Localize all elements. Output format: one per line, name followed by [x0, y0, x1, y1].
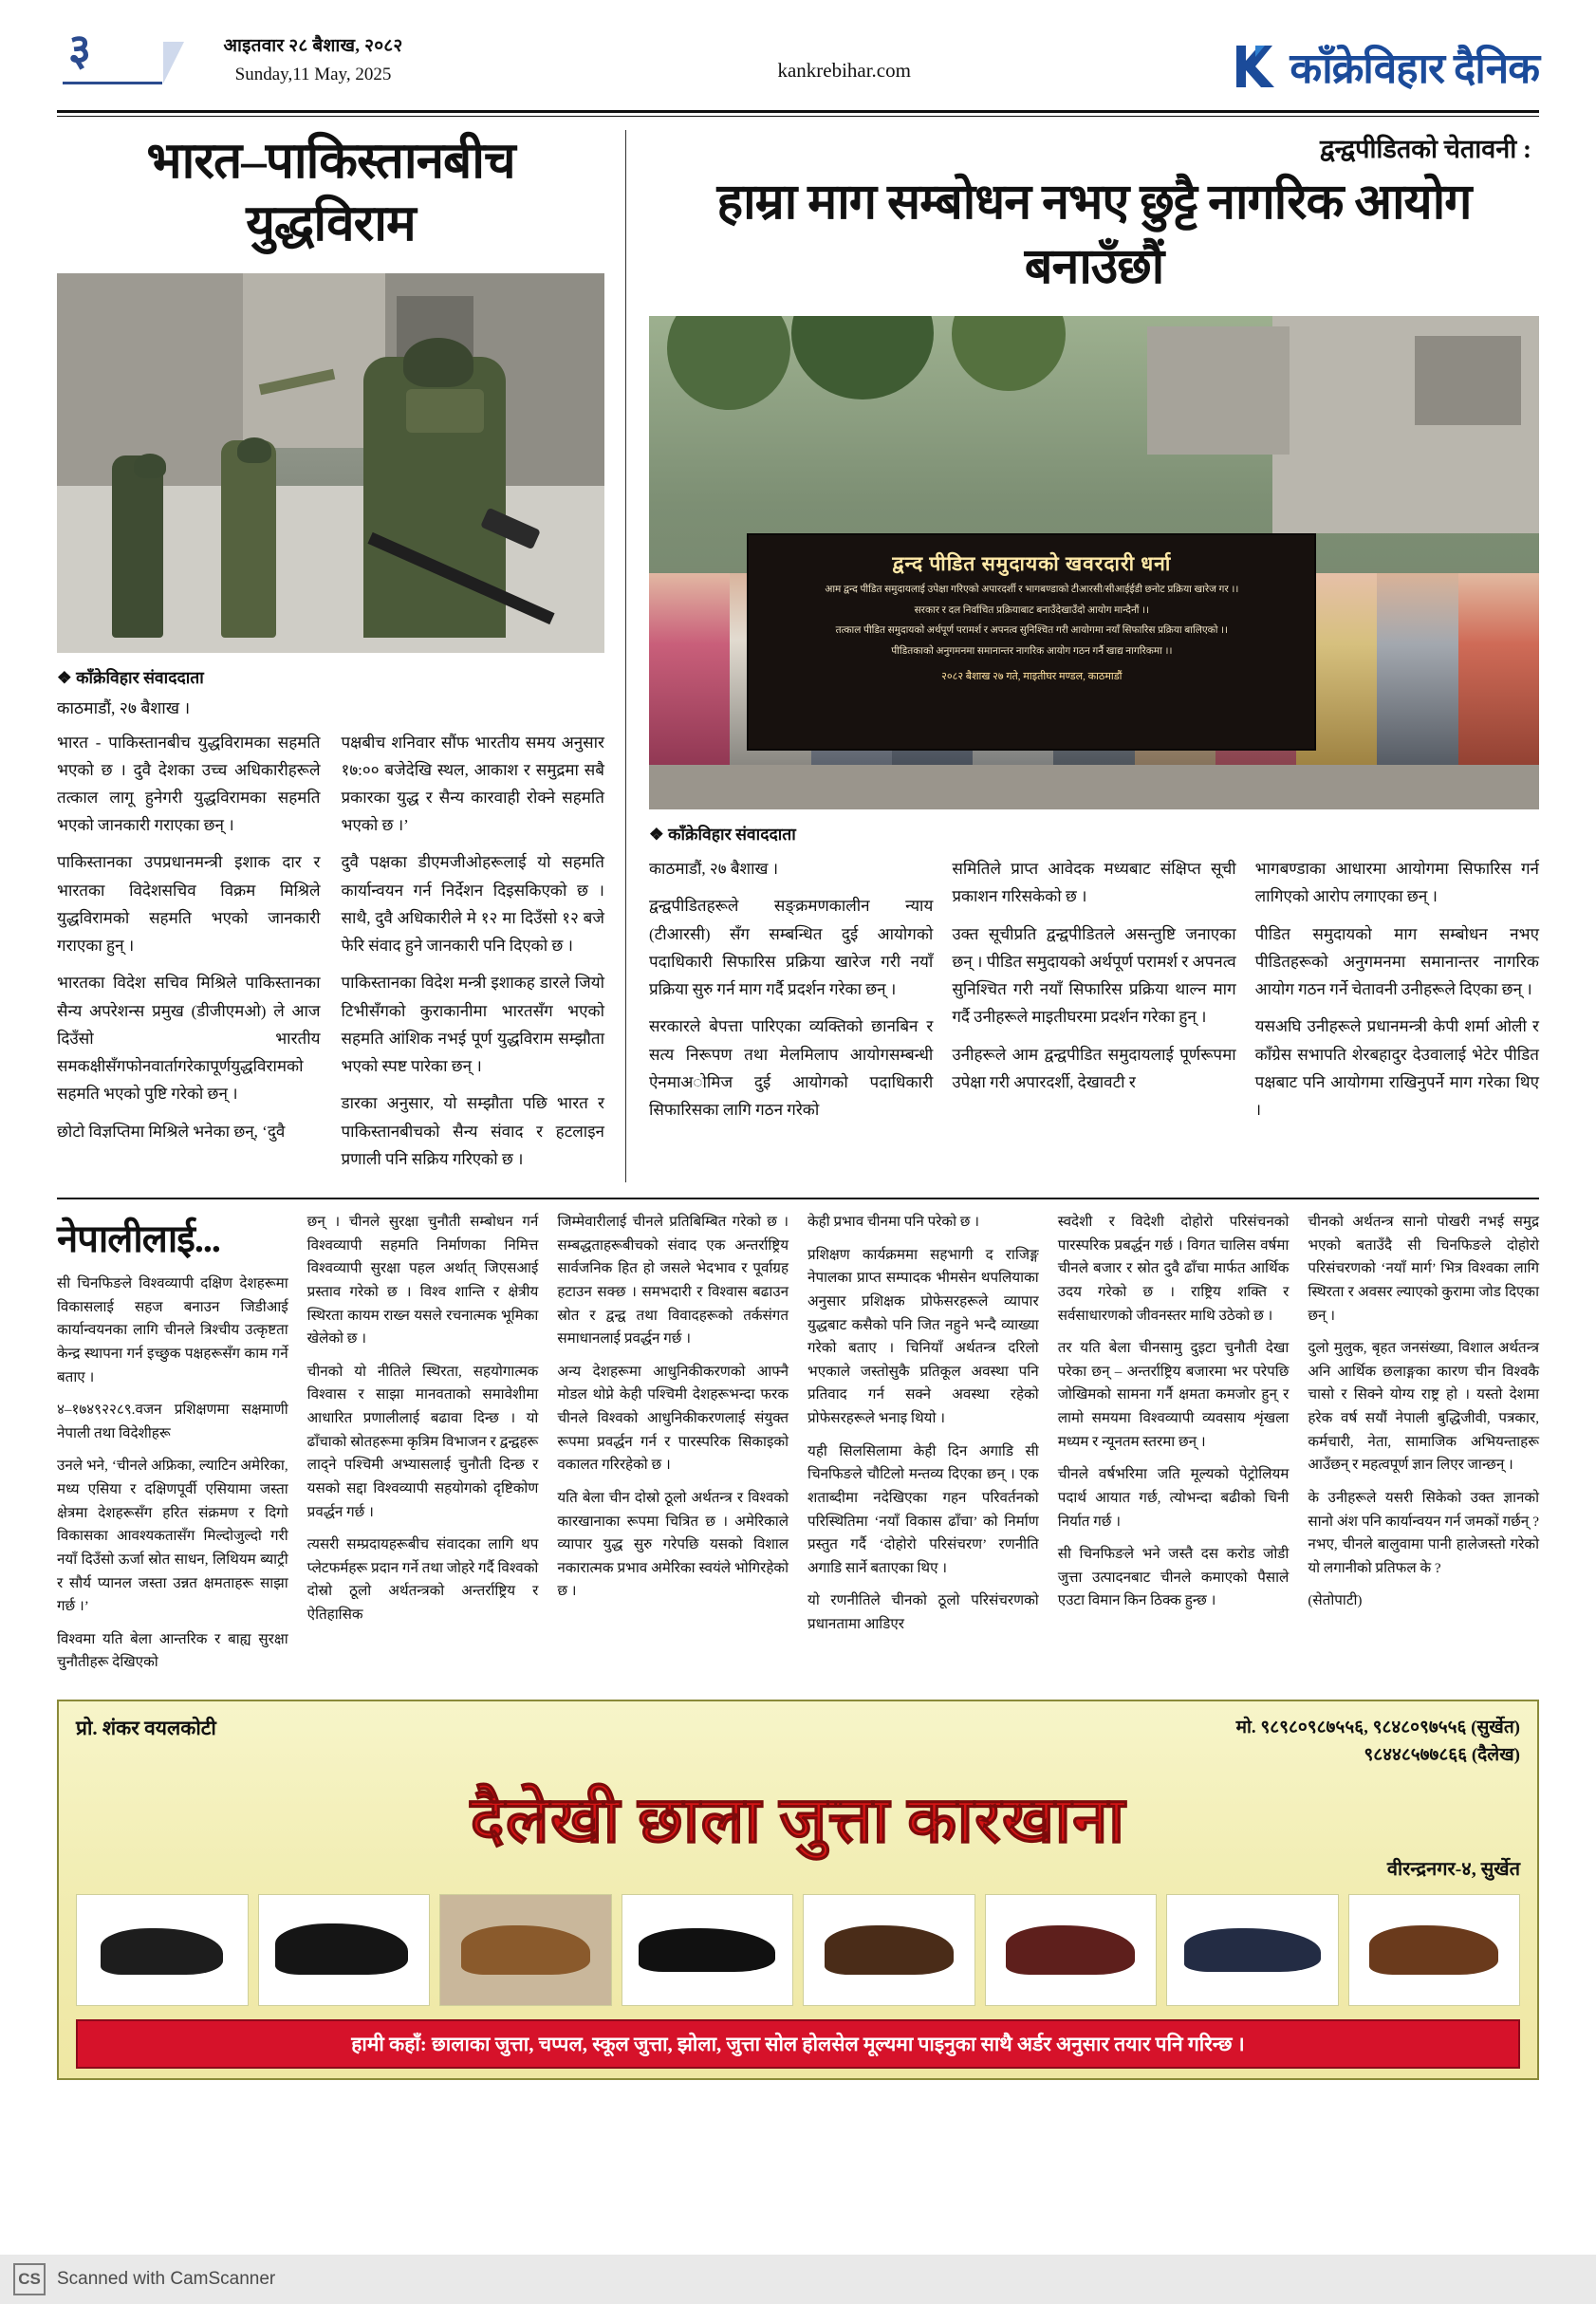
masthead-divider [57, 110, 1539, 113]
date-english: Sunday,11 May, 2025 [234, 65, 392, 84]
protest-banner [747, 533, 1316, 751]
product-image-black-derby-shoe[interactable] [76, 1894, 249, 2006]
date-nepali: आइतवार २८ बैशाख, २०८२ [223, 36, 403, 56]
page-number-triangle-icon [163, 42, 184, 84]
website-url[interactable]: kankrebihar.com [777, 59, 911, 82]
banner-line-1: आम द्वन्द पीडित समुदायलाई उपेक्षा गरिएको अपारदर्शी र भागबण्डाको टीआरसी/सीआईईडी छनोट प्रक्रिया खारेज गर ।। [825, 584, 1239, 595]
ad-proprietor: प्रो. शंकर वयलकोटी [76, 1717, 216, 1740]
left-story-place: काठमाडौं, २७ बैशाख । [57, 697, 191, 717]
banner-footer: २०८२ बैशाख २७ गते, माइतीघर मण्डल, काठमाडौं [941, 670, 1123, 682]
mid-story-col5: स्वदेशी र विदेशी दोहोरो परिसंचनको पारस्परिक प्रबर्द्धन गर्छ । विगत चालिस वर्षमा चीनले बजार र स्रोत दुवै ढाँचा मार्फत आर्थिक उदय गरेको छ । राष्ट्रिय शक्ति र सर्वसाधारणको जीवनस्तर माथि उठेको छ । तर यति बेला चीनसामु दुइटा चुनौती देखा परेका छन् – अन्तर्राष्ट्रिय बजारमा भर परेपछि जोखिमको सामना गर्नै क्षमता कमजोर हुन् र लामो समयमा विश्वव्यापी व्यवसाय शृंखला मध्यम र न्यूनतम स्तरमा छन् । चीनले वर्षभरिमा जति मूल्यको पेट्रोलियम पदार्थ आयात गर्छ, त्योभन्दा बढीको चिनी निर्यात गर्छ । सी चिनफिङले भने जस्तै दस करोड जोडी जुत्ता उत्पादनबाट चीनले कमाएको पैसाले एउटा विमान किन ठिक्क हुन्छ । [1057, 1214, 1290, 1609]
banner-line-4: पीडितकाको अनुगमनमा समानान्तर नागरिक आयोग गठन गर्नै खाद्य नागरिकमा ।। [891, 646, 1173, 658]
ad-product-gallery [76, 1894, 1520, 2006]
ad-footer-strip: हामी कहाँ: छालाका जुत्ता, चप्पल, स्कूल जुत्ता, झोला, जुत्ता सोल होलसेल मूल्यमा पाइनुका साथै अर्डर अनुसार तयार पनि गरिन्छ । [76, 2019, 1520, 2069]
right-story-byline: ❖ काँक्रेविहार संवाददाता [649, 825, 796, 845]
top-section [57, 130, 1539, 1182]
ad-header [76, 1715, 1520, 1769]
left-story-headline: भारत–पाकिस्तानबीच युद्धविराम [146, 134, 515, 252]
product-image-black-oxford-shoe[interactable] [258, 1894, 431, 2006]
product-image-brown-leather-shoe[interactable] [1348, 1894, 1521, 2006]
right-story-col1: काठमाडौं, २७ बैशाख । द्वन्द्वपीडितहरूले सङ्क्रमणकालीन न्याय (टीआरसी) सँग सम्बन्धित दुई आयोगको पदाधिकारी सिफारिस प्रक्रिया खारेज गरी नयाँ प्रक्रिया सुरु गर्न माग गर्दै प्रदर्शन गरेका छन् । सरकारले बेपत्ता पारिएका व्यक्तिको छानबिन र सत्य निरूपण तथा मेलमिलाप आयोगसम्बन्धी ऐनमाअोमिज दुई आयोगको पदाधिकारी सिफारिसका लागि गठन गरेको [649, 855, 933, 1133]
paper-name: काँक्रेविहार दैनिक [1290, 46, 1539, 92]
banner-line-3: तत्काल पीडित समुदायको अर्थपूर्ण परामर्श र अपनत्व सुनिश्चित गरी आयोगमा नयाँ सिफारिस प्रक्रिया बालिएको ।। [835, 625, 1228, 637]
product-image-navy-sneaker-shoe[interactable] [1166, 1894, 1339, 2006]
left-story-byline: ❖ काँक्रेविहार संवाददाता [57, 667, 204, 687]
paper-brand [1233, 28, 1539, 95]
banner-line-2: सरकार र दल निर्वाचित प्रक्रियाबाट बनाउँदेखाउँदो आयोग मान्दैनौं ।। [914, 604, 1150, 616]
right-story-col2: समितिले प्राप्त आवेदक मध्यबाट संक्षिप्त सूची प्रकाशन गरिसकेको छ । उक्त सूचीप्रति द्वन्द्वपीडितले असन्तुष्टि जनाएका छन् । पीडित समुदायको अर्थपूर्ण परामर्श र अपनत्व सुनिश्चित गरी नयाँ सिफारिस प्रक्रिया थाल्न माग गर्दै उनीहरूले माइतीघरमा प्रदर्शन गरेका हुन् । उनीहरूले आम द्वन्द्वपीडित समुदायलाई पूर्णरूपमा उपेक्षा गरी अपारदर्शी, देखावटी र [952, 860, 1236, 1091]
mid-story-col2: छन् । चीनले सुरक्षा चुनौती सम्बोधन गर्न विश्वव्यापी सहमति निर्माणका निमित्त विश्वव्यापी सुरक्षा पहल अर्थात् जिएसआई प्रस्ताव गरेको छ । विश्व शान्ति र क्षेत्रीय स्थिरता कायम राख्न यसले रचनात्मक भूमिका खेलेको छ । चीनको यो नीतिले स्थिरता, सहयोगात्मक विश्वास र साझा मानवताको समावेशीमा आधारित प्रणालीलाई बढावा दिन्छ । यो ढाँचाको स्रोतहरूमा कृत्रिम विभाजन र द्वन्द्वहरू लाद्ने पश्चिमी अभ्यासलाई चुनौती दिन्छ र यसको सद्दा विश्वव्यापी सहयोगको दृष्टिकोण प्रवर्द्धन गर्छ । त्यसरी सम्प्रदायहरूबीच संवादका लागि थप प्लेटफर्महरू प्रदान गर्ने तथा जोहरे गर्दै विश्वको दोस्रो ठूलो अर्थतन्त्रको अन्तर्राष्ट्रिय र ऐतिहासिक [306, 1214, 539, 1624]
mid-story-col4: केही प्रभाव चीनमा पनि परेको छ । प्रशिक्षण कार्यक्रममा सहभागी द राजिङ्ग नेपालका प्राप्त सम्पादक भीमसेन थपलियाका अनुसार प्रशिक्षक प्रोफेसरहरूले व्यापार युद्धबाट कसैको पनि जित नहुने भन्दै व्याख्या गरेको बताए । चिनियाँ अर्थतन्त्र दरिलो भएकाले जस्तोसुकै प्रतिकूल अवस्था पनि प्रतिवाद गर्न सक्ने अवस्था रहेको प्रोफेसरहरूले भनाइ थियो । यही सिलसिलामा केही दिन अगाडि सी चिनफिङले चौटिलो मन्तव्य दिएका छन् । एक शताब्दीमा नदेखिएका गहन परिवर्तनको परिस्थितिमा ‘नयाँ विकास ढाँचा’ को निर्माण प्रस्तुत गर्दै ‘दोहोरो परिसंचरण’ रणनीति अगाडि सार्ने बताएका थिए । यो रणनीतिले चीनको ठूलो परिसंचरणको प्रधानतामा आडिएर [807, 1214, 1039, 1633]
product-image-maroon-loafer-shoe[interactable] [985, 1894, 1158, 2006]
camscanner-text: Scanned with CamScanner [57, 2269, 276, 2289]
ad-address: वीरन्द्रनगर-४, सुर्खेत [1386, 1859, 1520, 1881]
date-block [171, 28, 455, 85]
left-story-col2: पक्षबीच शनिवार सौंफ भारतीय समय अनुसार १७:०० बजेदेखि स्थल, आकाश र समुद्रमा सबै प्रकारका युद्ध र सैन्य कारवाही रोक्ने सहमति भएको छ ।’ दुवै पक्षका डीएमजीओहरूलाई यो सहमति कार्यान्वयन गर्न निर्देशन दिइसकिएको छ । साथै, दुवै अधिकारीले मे १२ मा दिउँसो १२ बजे फेरि संवाद हुने जानकारी पनि दिएको छ । पाकिस्तानका विदेश मन्त्री इशाकह डारले जियो टिभीसँगको कुराकानीमा भारतसँग भएको सहमति आंशिक नभई पूर्ण युद्धविराम सम्झौता भएको स्पष्ट पारेका छन् । डारका अनुसार, यो सम्झौता पछि भारत र पाकिस्तानबीचको सैन्य संवाद र हटलाइन प्रणाली पनि सक्रिय गरिएको छ । [341, 733, 604, 1168]
advertisement[interactable] [57, 1700, 1539, 2080]
left-story-photo [57, 273, 604, 653]
mid-story-col3: जिम्मेवारीलाई चीनले प्रतिबिम्बित गरेको छ । सम्बद्धताहरूबीचको संवाद एक अन्तर्राष्ट्रिय सार्वजनिक हित हो जसले भेदभाव र पूर्वाग्रह हटाउन सक्छ । समभदारी र विश्वास बढाउन स्रोत र द्वन्द्व तथा विवादहरूको तर्कसंगत समाधानलाई प्रवर्द्धन गर्छ । अन्य देशहरूमा आधुनिकीकरणको आफ्नै मोडल थोप्ने केही पश्चिमी देशहरूभन्दा फरक चीनले विश्वको आधुनिकीकरणलाई संयुक्त रूपमा प्रवर्द्धन गर्न र पारस्परिक सिकाइको वकालत गरिरहेको छ । यति बेला चीन दोस्रो ठूलो अर्थतन्त्र र विश्वको कारखानाका रूपमा चित्रित छ । अमेरिकाले व्यापार युद्ध सुरु गरेपछि यसको विशाल नकारात्मक प्रभाव अमेरिका स्वयंले भोगिरहेको छ । [557, 1214, 789, 1600]
ad-phone-line-1: मो. ९८९८०९८७५५६, ९८४८०९७५५६ (सुर्खेत) [1235, 1718, 1520, 1738]
camscanner-footer [0, 2255, 1596, 2304]
ad-phone-numbers [1236, 1715, 1520, 1769]
page-number-block [57, 28, 171, 84]
k-logo-icon [1233, 42, 1276, 91]
right-story-headline: हाम्रा माग सम्बोधन नभए छुट्टै नागरिक आयोग बनाउँछौं [716, 176, 1472, 294]
left-story [57, 130, 626, 1182]
masthead-divider-thin [57, 116, 1539, 117]
right-story-kicker: द्वन्द्वपीडितको चेतावनी : [1320, 135, 1531, 163]
right-story-photo [649, 316, 1539, 809]
page-number-rule [63, 82, 162, 84]
mid-story-headline: नेपालीलाई... [57, 1217, 220, 1261]
product-image-brown-monk-shoe[interactable] [803, 1894, 975, 2006]
mid-section [57, 1211, 1539, 1684]
camscanner-logo-icon: CS [13, 2263, 46, 2295]
mid-story-col1: नेपालीलाई... सी चिनफिङले विश्वव्यापी दक्षिण देशहरूमा विकासलाई सहज बनाउन जिडीआई कार्यान्वयनका लागि चीनले त्रिश्चीय उत्कृष्टता केन्द्र स्थापना गर्न इच्छुक पक्षहरूसँग काम गर्ने बताए । ४–१७४९२२८९.वजन प्रशिक्षणमा सक्षमाणी नेपाली तथा विदेशीहरू उनले भने, ‘चीनले अफ्रिका, ल्याटिन अमेरिका, मध्य एसिया र दक्षिणपूर्वी एसियामा जस्ता क्षेत्रमा देशहरूसँग हरित संक्रमण र दिगो विकासका आवश्यकतासँग मिल्दोजुल्दो गरी नयाँ दिउँसो ऊर्जा स्रोत साधन, लिथियम ब्याट्री र सौर्य प्यानल जस्ता उन्नत क्षमताहरू साझा गर्छ ।’ विश्वमा यति बेला आन्तरिक र बाह्य सुरक्षा चुनौतीहरू देखिएको [57, 1211, 288, 1684]
right-story-columns [649, 855, 1539, 1133]
banner-title: द्वन्द पीडित समुदायको खवरदारी धर्ना [892, 551, 1172, 575]
product-image-black-formal-shoe[interactable] [622, 1894, 794, 2006]
masthead [57, 0, 1539, 104]
page-number: ३ [68, 26, 91, 74]
right-story-place: काठमाडौं, २७ बैशाख । [649, 860, 779, 879]
left-story-col1: भारत - पाकिस्तानबीच युद्धविरामका सहमति भएको छ । दुवै देशका उच्च अधिकारीहरूले तत्काल लागू हुनेगरी युद्धविरामका सहमति भएको जानकारी गराएका छन् । पाकिस्तानका उपप्रधानमन्त्री इशाक दार र भारतका विदेशसचिव विक्रम मिश्रिले युद्धविरामको सहमति भएको जानकारी गराएका हुन् । भारतका विदेश सचिव मिश्रिले पाकिस्तानका सैन्य अपरेशन्स प्रमुख (डीजीएमओ) ले आज दिउँसो भारतीय समकक्षीसँगफोनवार्तागरेकापूर्णयुद्धविरामको सहमति भएको पुष्टि गरेको छन् । छोटो विज्ञप्तिमा मिश्रिले भनेका छन्, ‘दुवै [57, 733, 321, 1141]
left-story-columns [57, 729, 604, 1183]
ad-phone-line-2: ९८४४८५७७८६६ (दैलेख) [1364, 1744, 1520, 1765]
mid-story-col6: चीनको अर्थतन्त्र सानो पोखरी नभई समुद्र भएको बताउँदै सी चिनफिङले दोहोरो परिसंचरणको ‘नयाँ मार्ग’ भित्र विश्वका लागि स्थिरता र अवसर ल्याएको कुरामा जोड दिएका छन् । दुलो मुलुक, बृहत जनसंख्या, विशाल अर्थतन्त्र अनि आर्थिक छलाङ्गका कारण चीन विश्वकै चासो र सिक्ने योग्य राष्ट्र हो । यस्तो देशमा हरेक वर्ष सयौं नेपाली बुद्धिजीवी, पत्रकार, कर्मचारी, नेता, सामाजिक अभियन्ताहरू आउँछन् र महत्वपूर्ण ज्ञान लिएर जान्छन् । के उनीहरूले यसरी सिकेको उक्त ज्ञानको सानो अंश पनि कार्यान्वयन गर्न जमकों गर्छन् ? नभए, चीनले बालुवामा पानी हालेजस्तो गरेको यो लगानीको प्रतिफल के ? (सेतोपाटी) [1308, 1214, 1540, 1609]
right-story [626, 130, 1539, 1182]
right-story-col3: भागबण्डाका आधारमा आयोगमा सिफारिस गर्न लागिएको आरोप लगाएका छन् । पीडित समुदायको माग सम्बोधन नभए पीडितहरूको अनुगमनमा समानान्तर नागरिक आयोग गठन गर्ने चेतावनी उनीहरूले दिएका छन् । यसअघि उनीहरूले प्रधानमन्त्री केपी शर्मा ओली र काँग्रेस सभापति शेरबहादुर देउवालाई भेटेर पीडित पक्षबाट पनि आयोगमा राखिनुपर्ने माग गरेका थिए । [1254, 860, 1539, 1120]
ad-title: दैलेखी छाला जुत्ता कारखाना [470, 1784, 1126, 1857]
mid-section-divider [57, 1198, 1539, 1199]
product-image-tan-brogue-shoe[interactable] [439, 1894, 612, 2006]
